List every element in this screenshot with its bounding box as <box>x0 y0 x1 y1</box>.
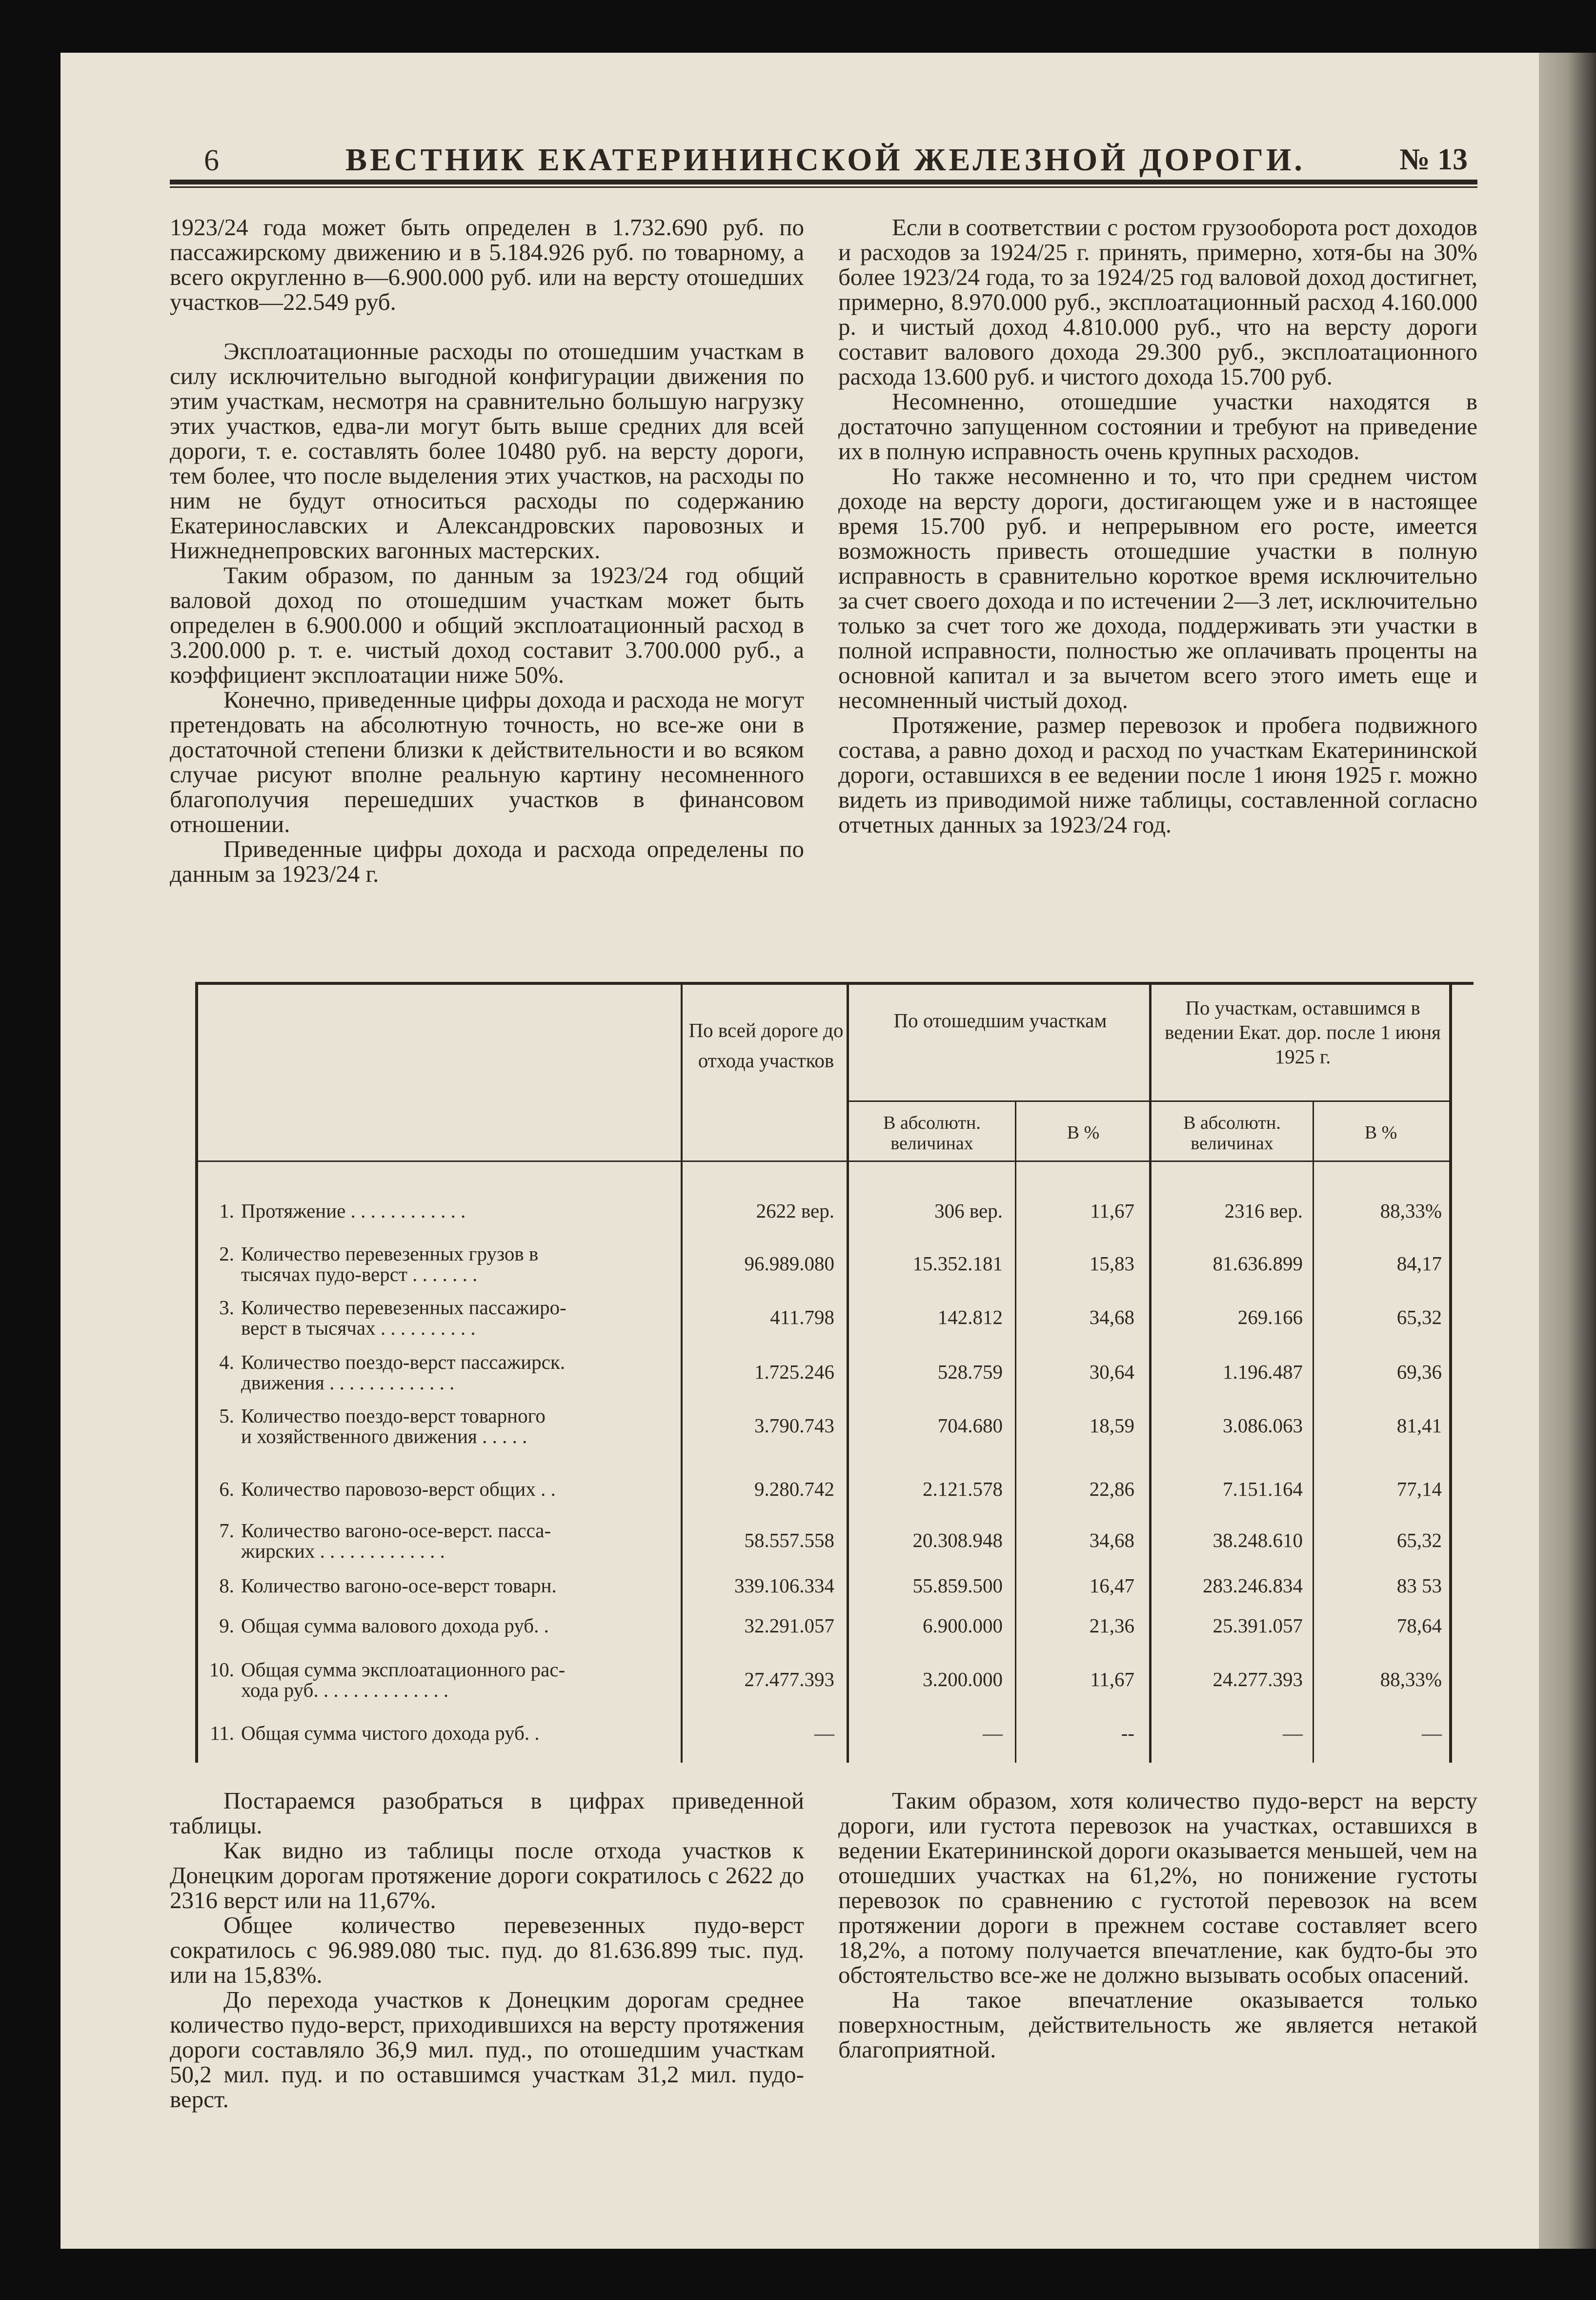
cell-departed-pct: 30,64 <box>1089 1361 1134 1383</box>
subheader-remaining-pct: В % <box>1364 1122 1397 1143</box>
cell-departed-pct: 22,86 <box>1089 1478 1134 1500</box>
table-col-rule <box>1149 982 1152 1763</box>
header-rule-thick <box>170 180 1477 184</box>
subheader-departed-pct: В % <box>1067 1122 1100 1143</box>
cell-remaining-pct: 84,17 <box>1396 1252 1442 1275</box>
cell-departed-abs: 15.352.181 <box>912 1252 1003 1275</box>
row-label-line1: Количество вагоно-осе-верст. пасса- <box>241 1519 551 1542</box>
row-label-line2: и хозяйственного движения . . . . . <box>241 1425 527 1447</box>
row-label-line1: Общая сумма валового дохода руб. . <box>241 1614 549 1637</box>
cell-remaining-pct: 69,36 <box>1396 1361 1442 1383</box>
cell-all-road: 32.291.057 <box>744 1614 834 1637</box>
row-number: 11. <box>210 1722 234 1744</box>
paragraph: Конечно, приведенные цифры дохода и расхода не могут претендовать на абсолютную точность, но все-же они в достаточной степени близки к действительности и во всяком случае рисуют вполне реальную картину несомненного благополучия перешедших участков в финансовом отношении. <box>170 686 804 837</box>
page-number: 6 <box>204 144 219 177</box>
row-label-line2: хода руб. . . . . . . . . . . . . . <box>241 1679 449 1701</box>
cell-departed-abs: 3.200.000 <box>923 1668 1003 1690</box>
page-header <box>170 142 1477 185</box>
cell-remaining-abs: 81.636.899 <box>1212 1252 1303 1275</box>
table-top-rule <box>195 982 1474 985</box>
cell-departed-pct: 11,67 <box>1090 1200 1134 1222</box>
text-column-left-top <box>170 215 804 886</box>
row-number: 8. <box>219 1574 234 1597</box>
row-label-line2: верст в тысячах . . . . . . . . . . <box>241 1317 476 1339</box>
header-remaining: По участкам, оставшимся в ведении Екат. дор. после 1 июня 1925 г. <box>1165 997 1441 1068</box>
paragraph: Как видно из таблицы после отхода участков к Донецким дорогам протяжение дороги сократилось с 2622 до 2316 верст или на 11,67%. <box>170 1837 804 1913</box>
cell-all-road: 96.989.080 <box>744 1252 834 1275</box>
row-number: 9. <box>219 1614 234 1637</box>
paragraph: Таким образом, хотя количество пудо-верст на версту дороги, или густота перевозок на участках, оставшихся в ведении Екатерининской дороги оказывается меньшей, чем на отошедших участках на 61,2%, но понижение густоты перевозок по сравнению с густотой перевозок на всем протяжении дороги в прежнем составе составляет всего 18,2%, а потому получается впечатление, как будто-бы это обстоятельство все-же не должно вызывать особых опасений. <box>838 1787 1477 1988</box>
cell-departed-abs: 528.759 <box>937 1361 1003 1383</box>
paragraph: 1923/24 года может быть определен в 1.732.690 руб. по пассажирскому движению и в 5.184.926 руб. по товарному, а всего округленно в—6.900.000 руб. или на версту отошедших участков—22.549 руб. <box>170 214 804 315</box>
cell-all-road: 3.790.743 <box>754 1414 834 1437</box>
row-label-line2: тысячах пудо-верст . . . . . . . <box>241 1263 478 1285</box>
cell-all-road: — <box>814 1722 834 1744</box>
cell-remaining-abs: 283.246.834 <box>1203 1574 1303 1597</box>
cell-departed-abs: 306 вер. <box>934 1200 1003 1222</box>
cell-all-road: 58.557.558 <box>744 1529 834 1551</box>
cell-remaining-abs: 7.151.164 <box>1223 1478 1303 1500</box>
row-label-line1: Количество перевезенных грузов в <box>241 1242 539 1265</box>
row-number: 2. <box>219 1242 234 1265</box>
cell-remaining-abs: 2316 вер. <box>1224 1200 1303 1222</box>
row-number: 3. <box>219 1296 234 1319</box>
cell-all-road: 2622 вер. <box>756 1200 834 1222</box>
cell-remaining-abs: 269.166 <box>1237 1306 1303 1328</box>
cell-remaining-abs: 25.391.057 <box>1212 1614 1303 1637</box>
cell-departed-abs: — <box>983 1722 1003 1744</box>
paragraph: Но также несомненно и то, что при среднем чистом доходе на версту дороги, достигающем уже и в настоящее время 15.700 руб. и непрерывном его росте, имеется возможность привесть отошедшие участки в полную исправность в сравнительно короткое время исключительно за счет своего дохода и по истечении 2—3 лет, исключительно только за счет того же дохода, поддерживать эти участки в полной исправности, полностью же оплачивать проценты на основной капитал и за вычетом всего этого иметь еще и несомненный чистый доход. <box>838 463 1477 713</box>
paragraph: Общее количество перевезенных пудо-верст сократилось с 96.989.080 тыс. пуд. до 81.636.899 тыс. пуд. или на 15,83%. <box>170 1912 804 1988</box>
next-page-edge <box>1539 53 1596 2249</box>
row-number: 4. <box>219 1351 234 1373</box>
cell-all-road: 339.106.334 <box>734 1574 834 1597</box>
table-col-rule <box>1313 1100 1314 1763</box>
cell-remaining-abs: 24.277.393 <box>1212 1668 1303 1690</box>
row-label-line2: жирских . . . . . . . . . . . . . <box>241 1540 445 1562</box>
cell-remaining-pct: 65,32 <box>1396 1306 1442 1328</box>
header-all-road: По всей дороге до отхода участков <box>688 1019 844 1072</box>
cell-remaining-pct: 77,14 <box>1396 1478 1442 1500</box>
row-label-line1: Общая сумма чистого дохода руб. . <box>241 1722 540 1744</box>
row-label-line1: Протяжение . . . . . . . . . . . . <box>241 1200 466 1222</box>
text-column-right-bottom <box>838 1788 1477 2062</box>
cell-departed-pct: 16,47 <box>1089 1574 1134 1597</box>
cell-departed-pct: 34,68 <box>1089 1306 1134 1328</box>
cell-remaining-pct: — <box>1422 1722 1442 1744</box>
row-number: 5. <box>219 1404 234 1427</box>
cell-remaining-pct: 83 53 <box>1396 1574 1442 1597</box>
text-column-left-bottom <box>170 1788 804 2112</box>
cell-remaining-abs: 3.086.063 <box>1223 1414 1303 1437</box>
cell-remaining-pct: 78,64 <box>1396 1614 1442 1637</box>
cell-departed-pct: -- <box>1121 1722 1134 1744</box>
statistics-table <box>166 976 1474 1767</box>
row-label-line1: Количество вагоно-осе-верст товарн. <box>241 1574 557 1597</box>
cell-departed-pct: 11,67 <box>1090 1668 1134 1690</box>
table-right-rule <box>1449 982 1452 1763</box>
journal-title: ВЕСТНИК ЕКАТЕРИНИНСКОЙ ЖЕЛЕЗНОЙ ДОРОГИ. <box>345 142 1305 178</box>
cell-all-road: 411.798 <box>770 1306 834 1328</box>
cell-departed-abs: 55.859.500 <box>912 1574 1003 1597</box>
table-sub-rule <box>848 1100 1451 1102</box>
cell-departed-abs: 704.680 <box>937 1414 1003 1437</box>
cell-remaining-pct: 81,41 <box>1396 1414 1442 1437</box>
paragraph: До перехода участков к Донецким дорогам среднее количество пудо-верст, приходившихся на версту протяжения дороги составляло 36,9 мил. пуд., по отошедшим участкам 50,2 мил. пуд. и по оставшимся участкам 31,2 мил. пудо-верст. <box>170 1986 804 2113</box>
header-rule-thin <box>170 186 1477 188</box>
text-column-right-top <box>838 215 1477 837</box>
table-col-rule <box>1015 1100 1016 1763</box>
row-number: 6. <box>219 1478 234 1500</box>
paragraph: Таким образом, по данным за 1923/24 год общий валовой доход по отошедшим участкам может быть определен в 6.900.000 и общий эксплоатационный расход в 3.200.000 р. т. е. чистый доход составит 3.700.000 руб., а коэффициент эксплоатации ниже 50%. <box>170 562 804 688</box>
cell-departed-pct: 15,83 <box>1089 1252 1134 1275</box>
cell-remaining-pct: 88,33% <box>1380 1668 1442 1690</box>
cell-remaining-abs: 38.248.610 <box>1212 1529 1303 1551</box>
paragraph: Несомненно, отошедшие участки находятся в достаточно запущенном состоянии и требуют на приведение их в полную исправность очень крупных расходов. <box>838 388 1477 465</box>
table-col-rule <box>847 982 849 1763</box>
issue-number: № 13 <box>1399 143 1468 176</box>
cell-all-road: 1.725.246 <box>754 1361 834 1383</box>
paragraph: Постараемся разобраться в цифрах приведенной таблицы. <box>170 1787 804 1839</box>
cell-remaining-pct: 88,33% <box>1380 1200 1442 1222</box>
row-label-line1: Количество поездо-верст пассажирск. <box>241 1351 566 1373</box>
cell-all-road: 9.280.742 <box>754 1478 834 1500</box>
cell-all-road: 27.477.393 <box>744 1668 834 1690</box>
row-label-line1: Количество перевезенных пассажиро- <box>241 1296 566 1319</box>
cell-remaining-abs: — <box>1283 1722 1303 1744</box>
cell-departed-pct: 21,36 <box>1089 1614 1134 1637</box>
row-label-line1: Количество поездо-верст товарного <box>241 1404 545 1427</box>
paragraph: На такое впечатление оказывается только поверхностным, действительность же является нетакой благоприятной. <box>838 1986 1477 2063</box>
row-label-line2: движения . . . . . . . . . . . . . <box>241 1371 455 1394</box>
cell-departed-abs: 20.308.948 <box>912 1529 1003 1551</box>
cell-remaining-pct: 65,32 <box>1396 1529 1442 1551</box>
table-left-rule <box>195 982 198 1763</box>
paragraph: Если в соответствии с ростом грузооборота рост доходов и расходов за 1924/25 г. принять, примерно, хотя-бы на 30% более 1923/24 года, то за 1924/25 год валовой доход достигнет, примерно, 8.970.000 руб., эксплоатационный расход 4.160.000 р. и чистый доход 4.810.000 руб., что на версту дороги составит валового дохода 29.300 руб., эксплоатационного расхода 13.600 руб. и чистого дохода 15.700 руб. <box>838 214 1477 390</box>
header-departed: По отошедшим участкам <box>893 1009 1107 1032</box>
paragraph: Протяжение, размер перевозок и пробега подвижного состава, а равно доход и расход по участкам Екатерининской дороги, оставшихся в ее ведении после 1 июня 1925 г. можно видеть из приводимой ниже таблицы, составленной согласно отчетных данных за 1923/24 год. <box>838 712 1477 838</box>
row-number: 1. <box>219 1200 234 1222</box>
table-header-rule <box>195 1160 1452 1162</box>
subheader-departed-abs: В абсолютн. величинах <box>883 1113 981 1154</box>
paragraph: Эксплоатационные расходы по отошедшим участкам в силу исключительно выгодной конфигурации движения по этим участкам, несмотря на сравнительно большую нагрузку этих участков, едва-ли могут быть выше средних для всей дороги, т. е. составлять более 10480 руб. на версту дороги, тем более, что после выделения этих участков, на расходы по ним не будут относиться расходы по содержанию Екатеринославских и Александровских паровозных и Нижнеднепровских вагонных мастерских. <box>170 338 804 564</box>
cell-departed-pct: 34,68 <box>1089 1529 1134 1551</box>
cell-departed-abs: 2.121.578 <box>923 1478 1003 1500</box>
row-number: 10. <box>209 1658 234 1681</box>
row-label-line1: Количество паровозо-верст общих . . <box>241 1478 556 1500</box>
cell-remaining-abs: 1.196.487 <box>1223 1361 1303 1383</box>
cell-departed-pct: 18,59 <box>1089 1414 1134 1437</box>
subheader-remaining-abs: В абсолютн. величинах <box>1183 1113 1281 1154</box>
row-number: 7. <box>219 1519 234 1542</box>
cell-departed-abs: 6.900.000 <box>923 1614 1003 1637</box>
paragraph: Приведенные цифры дохода и расхода определены по данным за 1923/24 г. <box>170 835 804 887</box>
cell-departed-abs: 142.812 <box>937 1306 1003 1328</box>
row-label-line1: Общая сумма эксплоатационного рас- <box>241 1658 566 1681</box>
